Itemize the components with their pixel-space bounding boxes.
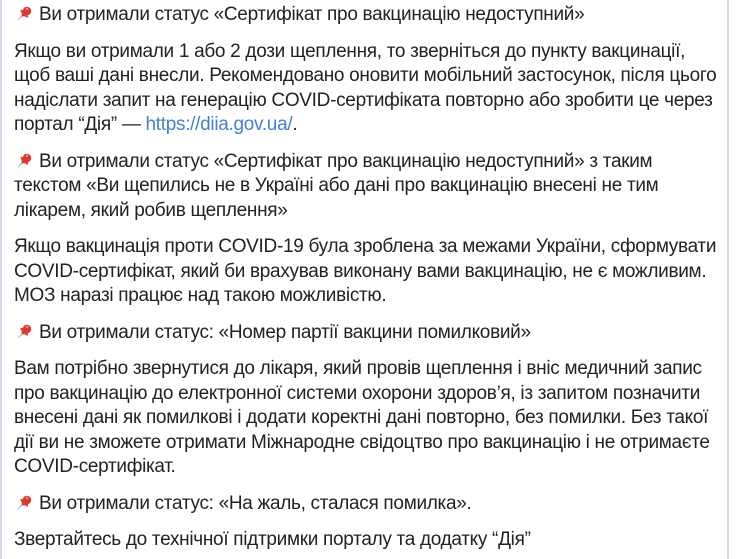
pushpin-icon bbox=[14, 151, 34, 171]
paragraph-3: Вам потрібно звернутися до лікаря, який провів щеплення і вніс медичний запис про вакцинацію до електронної системи охорони здоров’я, із запитом позначити внесені дані як помилкові і додати коректні дані повторно, без помилки. Без такої дії ви не зможете отримати Міжнародне свідоцтво про вакцинацію і не отримаєте COVID-сертифікат. bbox=[14, 358, 710, 477]
paragraph-2: Якщо вакцинація проти COVID-19 була зроблена за межами України, сформувати COVID-сертифікат, який би врахував виконану вами вакцинацію, не є можливим. МОЗ наразі працює над такою можливістю. bbox=[14, 236, 717, 306]
status-heading-2 bbox=[14, 150, 721, 224]
paragraph-text: . bbox=[292, 114, 298, 135]
status-heading-1 bbox=[14, 3, 721, 28]
status-heading-text: Ви отримали статус «Сертифікат про вакцинацію недоступний» з таким текстом «Ви щепились не в Україні або дані про вакцинацію внесені не тим лікарем, який робив щеплення» bbox=[14, 150, 659, 221]
diia-link[interactable]: https://diia.gov.ua/ bbox=[145, 114, 293, 135]
paragraph-1 bbox=[14, 40, 721, 138]
status-heading-text: Ви отримали статус: «Номер партії вакцини помилковий» bbox=[39, 321, 531, 343]
pushpin-icon bbox=[14, 493, 34, 513]
paragraph-text: Якщо ви отримали 1 або 2 дози щеплення, то зверніться до пункту вакцинації, щоб ваші дані внесли. Рекомендовано оновити мобільний застосунок, після цього надіслати запит на генерацію COVID-сертифіката повторно або зробити це через портал “Дія” — bbox=[14, 40, 717, 135]
pushpin-icon bbox=[14, 4, 34, 24]
status-heading-text: Ви отримали статус: «На жаль, сталася помилка». bbox=[39, 492, 472, 514]
status-heading-3 bbox=[14, 321, 721, 346]
paragraph-4: Звертайтесь до технічної підтримки порталу та додатку “Дія” bbox=[14, 529, 531, 550]
pushpin-icon bbox=[14, 322, 34, 342]
status-heading-4 bbox=[14, 492, 721, 517]
status-heading-text: Ви отримали статус «Сертифікат про вакцинацію недоступний» bbox=[39, 4, 585, 25]
